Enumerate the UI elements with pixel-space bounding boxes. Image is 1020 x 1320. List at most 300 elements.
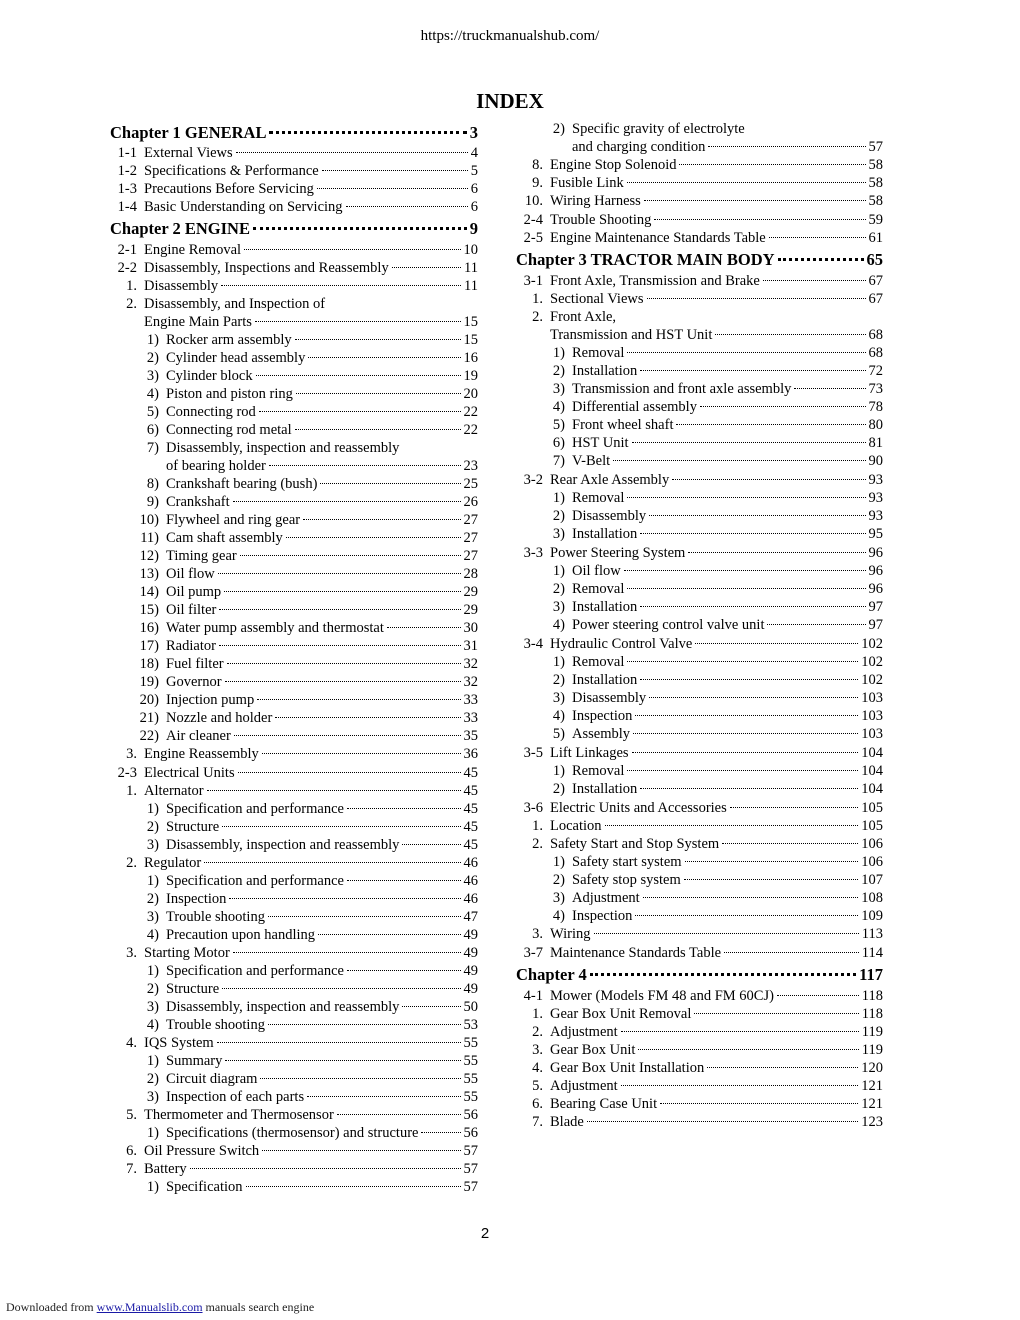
entry-title: Lift Linkages (550, 745, 629, 761)
entry-page: 58 (868, 175, 883, 191)
entry-page: 65 (866, 250, 883, 269)
dot-leader (640, 788, 858, 789)
entry-title: Inspection (572, 708, 633, 724)
dot-leader (219, 645, 461, 646)
dot-leader (260, 1078, 460, 1079)
index-entry (110, 619, 478, 637)
dot-leader (259, 411, 461, 412)
entry-number: 3-2 (523, 472, 543, 488)
dot-leader (234, 735, 461, 736)
dot-leader (654, 219, 865, 220)
entry-page: 22 (463, 404, 478, 420)
index-entry (516, 944, 883, 962)
dot-leader (685, 861, 859, 862)
entry-title: Summary (166, 1053, 223, 1069)
entry-page: 106 (861, 836, 883, 852)
entry-page: 16 (463, 350, 478, 366)
entry-number: 7. (126, 1161, 137, 1177)
entry-title: Gear Box Unit (550, 1042, 636, 1058)
entry-title: Transmission and HST Unit (550, 327, 713, 343)
entry-title: Removal (572, 345, 625, 361)
entry-number: 3) (146, 999, 159, 1015)
entry-page: 93 (868, 490, 883, 506)
footer-prefix: Downloaded from (6, 1300, 94, 1314)
dot-leader (695, 643, 858, 644)
entry-title: Adjustment (572, 890, 640, 906)
index-entry (110, 890, 478, 908)
index-left-column (110, 120, 478, 1196)
entry-page: 67 (868, 291, 883, 307)
dot-leader (268, 916, 461, 917)
entry-number: 3. (126, 746, 137, 762)
dot-leader (337, 1114, 461, 1115)
entry-title: Precaution upon handling (166, 927, 316, 943)
index-entry (516, 562, 883, 580)
dot-leader (640, 533, 865, 534)
entry-number: 3-6 (523, 800, 543, 816)
index-entry (516, 1059, 883, 1077)
entry-number: 2) (146, 819, 159, 835)
index-right-column (516, 120, 883, 1131)
dot-leader (238, 772, 461, 773)
entry-page: 118 (861, 1006, 883, 1022)
entry-page: 97 (868, 617, 883, 633)
entry-page: 27 (463, 548, 478, 564)
index-entry (516, 1023, 883, 1041)
entry-number: 3-4 (523, 636, 543, 652)
dot-leader (269, 465, 461, 466)
entry-page: 3 (469, 123, 478, 142)
index-entry (516, 707, 883, 725)
entry-number: 6. (532, 1096, 543, 1112)
entry-title: Disassembly (144, 278, 219, 294)
entry-title: Cam shaft assembly (166, 530, 283, 546)
entry-title: Oil flow (572, 563, 621, 579)
index-entry (110, 745, 478, 763)
entry-title: Crankshaft bearing (bush) (166, 476, 318, 492)
dot-leader (240, 555, 461, 556)
index-entry (110, 277, 478, 295)
entry-page: 6 (470, 181, 478, 197)
entry-number: 1. (532, 1006, 543, 1022)
entry-title: Injection pump (166, 692, 255, 708)
entry-number: 3) (552, 526, 565, 542)
dot-leader (347, 808, 461, 809)
entry-page: 97 (868, 599, 883, 615)
entry-title: Rocker arm assembly (166, 332, 292, 348)
entry-title: Trouble shooting (166, 1017, 265, 1033)
entry-title: Installation (572, 526, 638, 542)
index-entry (110, 162, 478, 180)
index-entry (110, 727, 478, 745)
dot-leader (317, 188, 468, 189)
index-entry (516, 780, 883, 798)
entry-number: 13) (139, 566, 159, 582)
entry-number: 3) (146, 368, 159, 384)
dot-leader (347, 970, 461, 971)
dot-leader (402, 844, 460, 845)
dot-leader (244, 249, 460, 250)
entry-title: Battery (144, 1161, 187, 1177)
entry-title: Rear Axle Assembly (550, 472, 670, 488)
index-entry (110, 349, 478, 367)
index-entry (516, 380, 883, 398)
entry-page: 30 (463, 620, 478, 636)
entry-title: Differential assembly (572, 399, 697, 415)
entry-page: 56 (463, 1107, 478, 1123)
index-entry (110, 1142, 478, 1160)
entry-page: 58 (868, 193, 883, 209)
index-entry (110, 529, 478, 547)
entry-title: Engine Stop Solenoid (550, 157, 677, 173)
dot-leader (268, 1024, 461, 1025)
entry-number: 1) (146, 801, 159, 817)
entry-number: 8. (532, 157, 543, 173)
dot-leader (207, 790, 461, 791)
entry-number: 2) (552, 363, 565, 379)
entry-page: 45 (463, 837, 478, 853)
entry-title: Hydraulic Control Valve (550, 636, 693, 652)
entry-number: 1-3 (117, 181, 137, 197)
index-entry (516, 471, 883, 489)
dot-leader (392, 267, 461, 268)
entry-number: 1) (552, 563, 565, 579)
index-entry (516, 192, 883, 210)
entry-number: 6. (126, 1143, 137, 1159)
entry-number: 2) (552, 872, 565, 888)
entry-number: 15) (139, 602, 159, 618)
dot-leader (694, 1013, 858, 1014)
entry-title: Structure (166, 981, 220, 997)
entry-page: 102 (861, 672, 883, 688)
entry-number: 10) (139, 512, 159, 528)
entry-title: Governor (166, 674, 222, 690)
entry-page: 68 (868, 345, 883, 361)
dot-leader (255, 321, 461, 322)
entry-title: Specification and performance (166, 873, 344, 889)
entry-title: Connecting rod metal (166, 422, 292, 438)
entry-page: 33 (463, 692, 478, 708)
entry-title: Disassembly (572, 690, 647, 706)
entry-number: 1-2 (117, 163, 137, 179)
entry-title: V-Belt (572, 453, 611, 469)
index-entry (110, 673, 478, 691)
dot-leader (320, 483, 460, 484)
entry-title: Transmission and front axle assembly (572, 381, 792, 397)
entry-number: 2) (552, 672, 565, 688)
dot-leader (627, 661, 858, 662)
entry-page: 32 (463, 656, 478, 672)
entry-title: Adjustment (550, 1024, 618, 1040)
entry-page: 103 (861, 708, 883, 724)
entry-page: 27 (463, 512, 478, 528)
dot-leader (627, 497, 865, 498)
dot-leader (219, 609, 460, 610)
entry-title: Removal (572, 763, 625, 779)
entry-number: 8) (146, 476, 159, 492)
entry-title: Specific gravity of electrolyte (572, 121, 745, 137)
dot-leader (421, 1132, 460, 1133)
index-entry (110, 259, 478, 277)
entry-page: 93 (868, 508, 883, 524)
entry-number: 2) (552, 121, 565, 137)
entry-title: Chapter 4 (516, 965, 587, 984)
entry-page: 49 (463, 945, 478, 961)
entry-page: 32 (463, 674, 478, 690)
dot-leader (387, 627, 461, 628)
dot-leader (722, 843, 858, 844)
entry-page: 73 (868, 381, 883, 397)
entry-number: 5) (552, 417, 565, 433)
entry-number: 1) (146, 873, 159, 889)
index-entry (516, 1041, 883, 1059)
entry-number: 22) (139, 728, 159, 744)
entry-number: 9) (146, 494, 159, 510)
dot-leader (190, 1168, 461, 1169)
index-entry (516, 308, 883, 326)
index-entry (110, 475, 478, 493)
dot-leader (640, 679, 858, 680)
entry-title: Trouble Shooting (550, 212, 652, 228)
entry-number: 3) (146, 837, 159, 853)
entry-number: 21) (139, 710, 159, 726)
entry-number: 2-5 (523, 230, 543, 246)
entry-title: Removal (572, 654, 625, 670)
dot-leader (257, 699, 460, 700)
index-entry (110, 1016, 478, 1034)
entry-title: Specifications & Performance (144, 163, 319, 179)
entry-page: 11 (464, 260, 478, 276)
entry-page: 59 (868, 212, 883, 228)
entry-number: 2-3 (117, 765, 137, 781)
index-entry (516, 987, 883, 1005)
chapter-heading (110, 122, 478, 144)
dot-leader (224, 591, 460, 592)
entry-page: 93 (868, 472, 883, 488)
entry-number: 4-1 (523, 988, 543, 1004)
index-entry (516, 416, 883, 434)
entry-page: 4 (470, 145, 478, 161)
entry-number: 2) (552, 781, 565, 797)
dot-leader (684, 879, 859, 880)
index-entry (516, 344, 883, 362)
page-title: INDEX (476, 89, 544, 113)
dot-leader (346, 206, 468, 207)
index-entry (516, 762, 883, 780)
dot-leader (262, 753, 461, 754)
dot-leader (227, 663, 461, 664)
entry-number: 3) (552, 599, 565, 615)
index-entry (110, 511, 478, 529)
index-entry (516, 525, 883, 543)
entry-page: 108 (861, 890, 883, 906)
entry-page: 104 (861, 781, 883, 797)
index-entry (516, 871, 883, 889)
index-entry (516, 725, 883, 743)
download-footer (6, 1300, 314, 1315)
dot-leader (715, 334, 865, 335)
index-entry (516, 635, 883, 653)
entry-title: Oil filter (166, 602, 217, 618)
dot-leader (222, 988, 460, 989)
entry-number: 2-1 (117, 242, 137, 258)
index-entry (110, 457, 478, 475)
entry-page: 96 (868, 581, 883, 597)
index-entry (110, 547, 478, 565)
entry-page: 105 (861, 818, 883, 834)
page-number: 2 (480, 1225, 490, 1242)
entry-title: Regulator (144, 855, 202, 871)
entry-number: 4. (532, 1060, 543, 1076)
entry-number: 12) (139, 548, 159, 564)
entry-title: Radiator (166, 638, 216, 654)
entry-page: 19 (463, 368, 478, 384)
entry-page: 49 (463, 981, 478, 997)
dot-leader (225, 1060, 460, 1061)
entry-number: 16) (139, 620, 159, 636)
index-entry (516, 434, 883, 452)
dot-leader (322, 170, 468, 171)
entry-page: 55 (463, 1053, 478, 1069)
entry-title: Engine Reassembly (144, 746, 259, 762)
entry-title: Thermometer and Thermosensor (144, 1107, 334, 1123)
entry-title: Piston and piston ring (166, 386, 293, 402)
entry-title: Structure (166, 819, 220, 835)
dot-leader (624, 570, 866, 571)
index-entry (110, 144, 478, 162)
index-entry (110, 421, 478, 439)
dot-leader (347, 880, 461, 881)
index-entry (516, 290, 883, 308)
index-entry (516, 598, 883, 616)
index-entry (516, 817, 883, 835)
footer-suffix: manuals search engine (205, 1300, 315, 1314)
entry-page: 45 (463, 819, 478, 835)
entry-title: Oil Pressure Switch (144, 1143, 260, 1159)
index-entry (110, 439, 478, 457)
entry-page: 104 (861, 763, 883, 779)
entry-page: 57 (463, 1179, 478, 1195)
entry-number: 20) (139, 692, 159, 708)
dot-leader (778, 258, 864, 261)
entry-page: 27 (463, 530, 478, 546)
index-entry (110, 493, 478, 511)
index-entry (516, 744, 883, 762)
entry-title: Safety stop system (572, 872, 681, 888)
entry-number: 2. (126, 296, 137, 312)
dot-leader (307, 1096, 460, 1097)
entry-title: Power steering control valve unit (572, 617, 765, 633)
entry-page: 58 (868, 157, 883, 173)
dot-leader (635, 915, 858, 916)
entry-page: 15 (463, 314, 478, 330)
entry-title: HST Unit (572, 435, 629, 451)
entry-page: 119 (861, 1024, 883, 1040)
dot-leader (660, 1103, 858, 1104)
entry-page: 23 (463, 458, 478, 474)
entry-page: 102 (861, 636, 883, 652)
dot-leader (640, 606, 865, 607)
index-entry (110, 1178, 478, 1196)
index-entry (516, 671, 883, 689)
entry-title: Installation (572, 672, 638, 688)
entry-page: 121 (861, 1096, 883, 1112)
entry-number: 1) (552, 854, 565, 870)
entry-title: Oil flow (166, 566, 215, 582)
index-entry (516, 544, 883, 562)
dot-leader (724, 952, 859, 953)
entry-page: 96 (868, 563, 883, 579)
entry-number: 4) (552, 617, 565, 633)
entry-page: 55 (463, 1089, 478, 1105)
entry-page: 50 (463, 999, 478, 1015)
dot-leader (296, 393, 461, 394)
entry-title: IQS System (144, 1035, 214, 1051)
entry-title: Cylinder block (166, 368, 253, 384)
entry-title: Inspection (572, 908, 633, 924)
index-entry (516, 362, 883, 380)
entry-page: 117 (859, 965, 883, 984)
entry-page: 47 (463, 909, 478, 925)
index-entry (516, 120, 883, 138)
dot-leader (621, 1031, 859, 1032)
index-entry (110, 764, 478, 782)
index-entry (110, 782, 478, 800)
index-entry (516, 1095, 883, 1113)
entry-number: 19) (139, 674, 159, 690)
entry-number: 1) (146, 963, 159, 979)
entry-number: 1-1 (117, 145, 137, 161)
entry-number: 3. (532, 1042, 543, 1058)
entry-page: 96 (868, 545, 883, 561)
index-entry (516, 925, 883, 943)
dot-leader (672, 479, 865, 480)
dot-leader (730, 807, 858, 808)
dot-leader (594, 933, 859, 934)
entry-page: 49 (463, 963, 478, 979)
entry-number: 1) (146, 332, 159, 348)
entry-page: 53 (463, 1017, 478, 1033)
index-entry (516, 689, 883, 707)
entry-number: 11) (140, 530, 159, 546)
chapter-heading (110, 218, 478, 240)
entry-number: 1. (532, 818, 543, 834)
dot-leader (647, 298, 866, 299)
footer-link[interactable]: www.Manualslib.com (96, 1300, 203, 1314)
dot-leader (767, 624, 865, 625)
entry-page: 57 (463, 1161, 478, 1177)
entry-page: 36 (463, 746, 478, 762)
dot-leader (633, 733, 858, 734)
index-entry (110, 980, 478, 998)
dot-leader (225, 681, 461, 682)
dot-leader (769, 237, 866, 238)
entry-page: 22 (463, 422, 478, 438)
index-entry (110, 385, 478, 403)
index-entry (110, 944, 478, 962)
dot-leader (794, 388, 865, 389)
dot-leader (318, 934, 460, 935)
index-entry (110, 908, 478, 926)
entry-number: 4) (146, 927, 159, 943)
index-entry (110, 836, 478, 854)
dot-leader (679, 164, 865, 165)
entry-number: 14) (139, 584, 159, 600)
dot-leader (649, 697, 858, 698)
entry-page: 20 (463, 386, 478, 402)
chapter-heading (516, 249, 883, 271)
entry-title: Disassembly, inspection and reassembly (166, 999, 400, 1015)
